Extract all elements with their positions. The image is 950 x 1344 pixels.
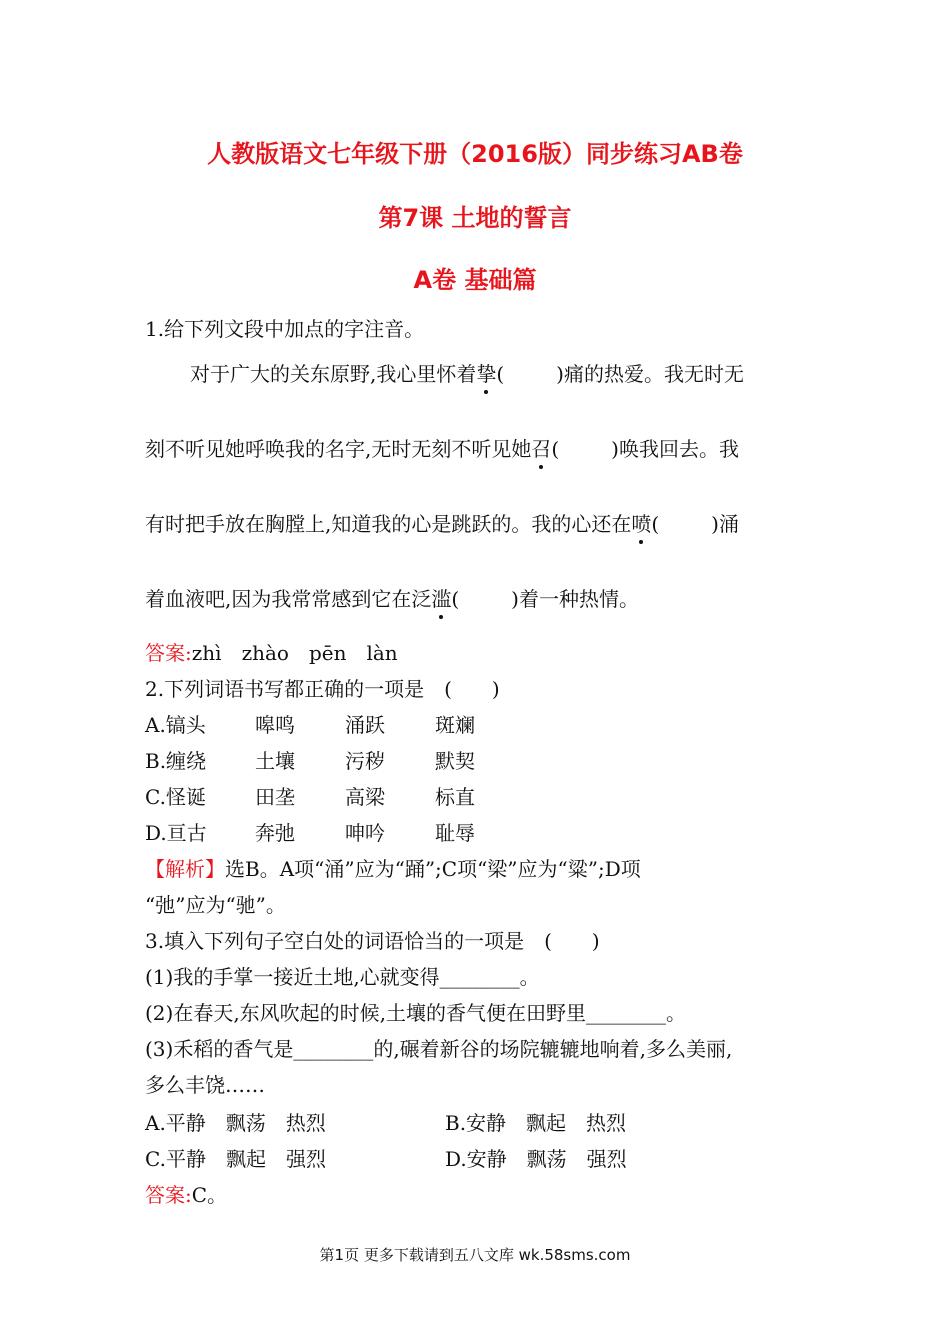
answer-text: zhì zhào pēn làn: [191, 641, 398, 665]
q1-passage-line-3: [145, 508, 739, 537]
passage-text: )唤我回去。我: [611, 437, 739, 461]
option-word: B.缠绕: [145, 749, 207, 773]
passage-text: 刻不听见她呼唤我的名字,无时无刻不听见她: [145, 437, 532, 461]
analysis-label: 【解析】: [145, 857, 225, 881]
option-word: 涌跃: [345, 713, 385, 737]
option-word: 高梁: [345, 785, 385, 809]
option-word: 嗥鸣: [255, 713, 295, 737]
option-word: 污秽: [345, 749, 385, 773]
option-word: 标直: [435, 785, 475, 809]
q3-sentence-3: (3)禾稻的香气是________的,碾着新谷的场院辘辘地响着,多么美丽,: [145, 1037, 733, 1061]
passage-text: )涌: [711, 512, 739, 536]
passage-text: 有时把手放在胸膛上,知道我的心是跳跃的。我的心还在: [145, 512, 632, 536]
option-a: A.平静 飘荡 热烈: [145, 1111, 326, 1135]
option-word: C.怪诞: [145, 785, 206, 809]
paren-open: (: [551, 437, 560, 461]
option-word: 田垄: [255, 785, 295, 809]
option-word: 呻吟: [345, 821, 385, 845]
passage-text: )痛的热爱。我无时无: [556, 362, 744, 386]
analysis-text: 选B。A项“涌”应为“踊”;C项“梁”应为“粱”;D项: [225, 857, 641, 881]
option-b: B.安静 飘起 热烈: [445, 1111, 627, 1135]
q3-options-row-1: [145, 1107, 626, 1136]
q3-sentence-1: (1)我的手掌一接近土地,心就变得________。: [145, 965, 540, 989]
q3-answer: [145, 1179, 227, 1208]
lesson-title: 第7课 土地的誓言: [378, 204, 572, 232]
q2-option-a: [145, 709, 525, 738]
option-word: 奔弛: [255, 821, 295, 845]
q2-analysis: [145, 853, 641, 882]
option-word: D.亘古: [145, 821, 207, 845]
dotted-char: 挚: [476, 358, 496, 387]
q2-option-c: [145, 781, 525, 810]
paren-open: (: [496, 362, 505, 386]
q1-answer: [145, 637, 398, 666]
option-word: 默契: [435, 749, 475, 773]
dotted-char: 召: [531, 433, 551, 462]
option-d: D.安静 飘荡 强烈: [445, 1147, 627, 1171]
q2-prompt: 2.下列词语书写都正确的一项是 ( ): [145, 677, 500, 701]
q3-options-row-2: [145, 1143, 627, 1172]
option-c: C.平静 飘起 强烈: [145, 1147, 326, 1171]
main-title: 人教版语文七年级下册（2016版）同步练习AB卷: [207, 140, 743, 168]
option-word: 斑斓: [435, 713, 475, 737]
q2-analysis-continued: “弛”应为“驰”。: [145, 893, 286, 917]
q1-passage-line-4: [145, 583, 639, 612]
q1-passage-line-2: [145, 433, 739, 462]
paren-open: (: [451, 587, 460, 611]
answer-text: C。: [191, 1183, 228, 1207]
passage-text: )着一种热情。: [511, 587, 639, 611]
q2-option-d: [145, 817, 525, 846]
passage-text: 对于广大的关东原野,我心里怀着: [190, 362, 477, 386]
page-footer: 第1页 更多下载请到五八文库 wk.58sms.com: [319, 1246, 631, 1264]
q3-prompt: 3.填入下列句子空白处的词语恰当的一项是 ( ): [145, 929, 600, 953]
q2-option-b: [145, 745, 525, 774]
answer-label: 答案:: [145, 1183, 192, 1207]
answer-label: 答案:: [145, 641, 192, 665]
option-word: 耻辱: [435, 821, 475, 845]
dotted-char: 喷: [631, 508, 651, 537]
dotted-char: 滥: [431, 583, 451, 612]
q3-sentence-4: 多么丰饶……: [145, 1073, 265, 1097]
option-word: A.镐头: [145, 713, 206, 737]
q3-sentence-2: (2)在春天,东风吹起的时候,土壤的香气便在田野里________。: [145, 1001, 687, 1025]
paren-open: (: [651, 512, 660, 536]
option-word: 土壤: [255, 749, 295, 773]
q1-prompt: 1.给下列文段中加点的字注音。: [145, 317, 425, 341]
q1-passage-line-1: [190, 358, 744, 387]
passage-text: 着血液吧,因为我常常感到它在泛: [145, 587, 432, 611]
section-title: A卷 基础篇: [413, 266, 537, 294]
